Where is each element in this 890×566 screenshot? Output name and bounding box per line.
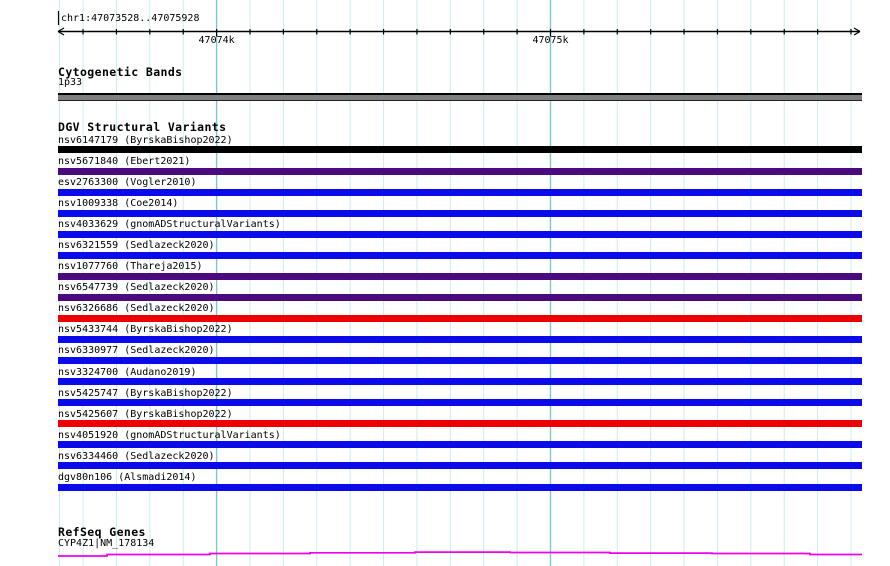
- variant-label: nsv1077760 (Thareja2015): [58, 261, 203, 273]
- cytoband-bar[interactable]: [58, 93, 862, 101]
- variant-bar[interactable]: [58, 210, 862, 217]
- variant-label: nsv3324700 (Audano2019): [58, 366, 197, 378]
- variant-label: nsv5425607 (ByrskaBishop2022): [58, 408, 233, 420]
- gene-label: CYP4Z1|NM_178134: [58, 538, 155, 549]
- variant-bar[interactable]: [58, 378, 862, 385]
- variant-label: nsv4051920 (gnomADStructuralVariants): [58, 429, 281, 441]
- variant-label: nsv6330977 (Sedlazeck2020): [58, 345, 215, 357]
- variant-label: esv2763300 (Vogler2010): [58, 176, 197, 188]
- dgv-track-header: DGV Structural Variants: [58, 120, 227, 134]
- variant-label: nsv4033629 (gnomADStructuralVariants): [58, 219, 281, 230]
- variant-bar[interactable]: [58, 484, 862, 491]
- variant-label: nsv5671840 (Ebert2021): [58, 155, 191, 167]
- axis-tick-label: 47075k: [532, 35, 569, 46]
- variant-bar[interactable]: [58, 336, 862, 343]
- variant-label: nsv6326686 (Sedlazeck2020): [58, 303, 215, 315]
- variant-label: nsv6321559 (Sedlazeck2020): [58, 240, 215, 251]
- region-title: chr1:47073528..47075928: [61, 13, 200, 24]
- variant-bar[interactable]: [58, 146, 862, 153]
- variant-bar[interactable]: [58, 189, 862, 196]
- variant-bar[interactable]: [58, 420, 862, 427]
- variant-bar[interactable]: [58, 231, 862, 238]
- variant-bar[interactable]: [58, 399, 862, 406]
- axis-tick-label: 47074k: [198, 35, 235, 46]
- variant-label: dgv80n106 (Alsmadi2014): [58, 471, 197, 483]
- variant-label: nsv1009338 (Coe2014): [58, 197, 179, 209]
- variant-bar[interactable]: [58, 315, 862, 322]
- variant-label: nsv5433744 (ByrskaBishop2022): [58, 324, 233, 336]
- variant-bar[interactable]: [58, 441, 862, 448]
- variant-bar[interactable]: [58, 168, 862, 175]
- variant-label: nsv6547739 (Sedlazeck2020): [58, 282, 215, 294]
- variant-bar[interactable]: [58, 273, 862, 280]
- cytoband-label: 1p33: [58, 77, 83, 88]
- cytogenetic-bands-header: Cytogenetic Bands: [58, 65, 183, 79]
- variant-bar[interactable]: [58, 252, 862, 259]
- variant-label: nsv5425747 (ByrskaBishop2022): [58, 387, 233, 399]
- variant-bar[interactable]: [58, 357, 862, 364]
- variant-bar[interactable]: [58, 462, 862, 469]
- variant-bar[interactable]: [58, 294, 862, 301]
- variant-label: nsv6147179 (ByrskaBishop2022): [58, 134, 233, 146]
- refseq-track-header: RefSeq Genes: [58, 525, 146, 539]
- variant-label: nsv6334460 (Sedlazeck2020): [58, 450, 215, 462]
